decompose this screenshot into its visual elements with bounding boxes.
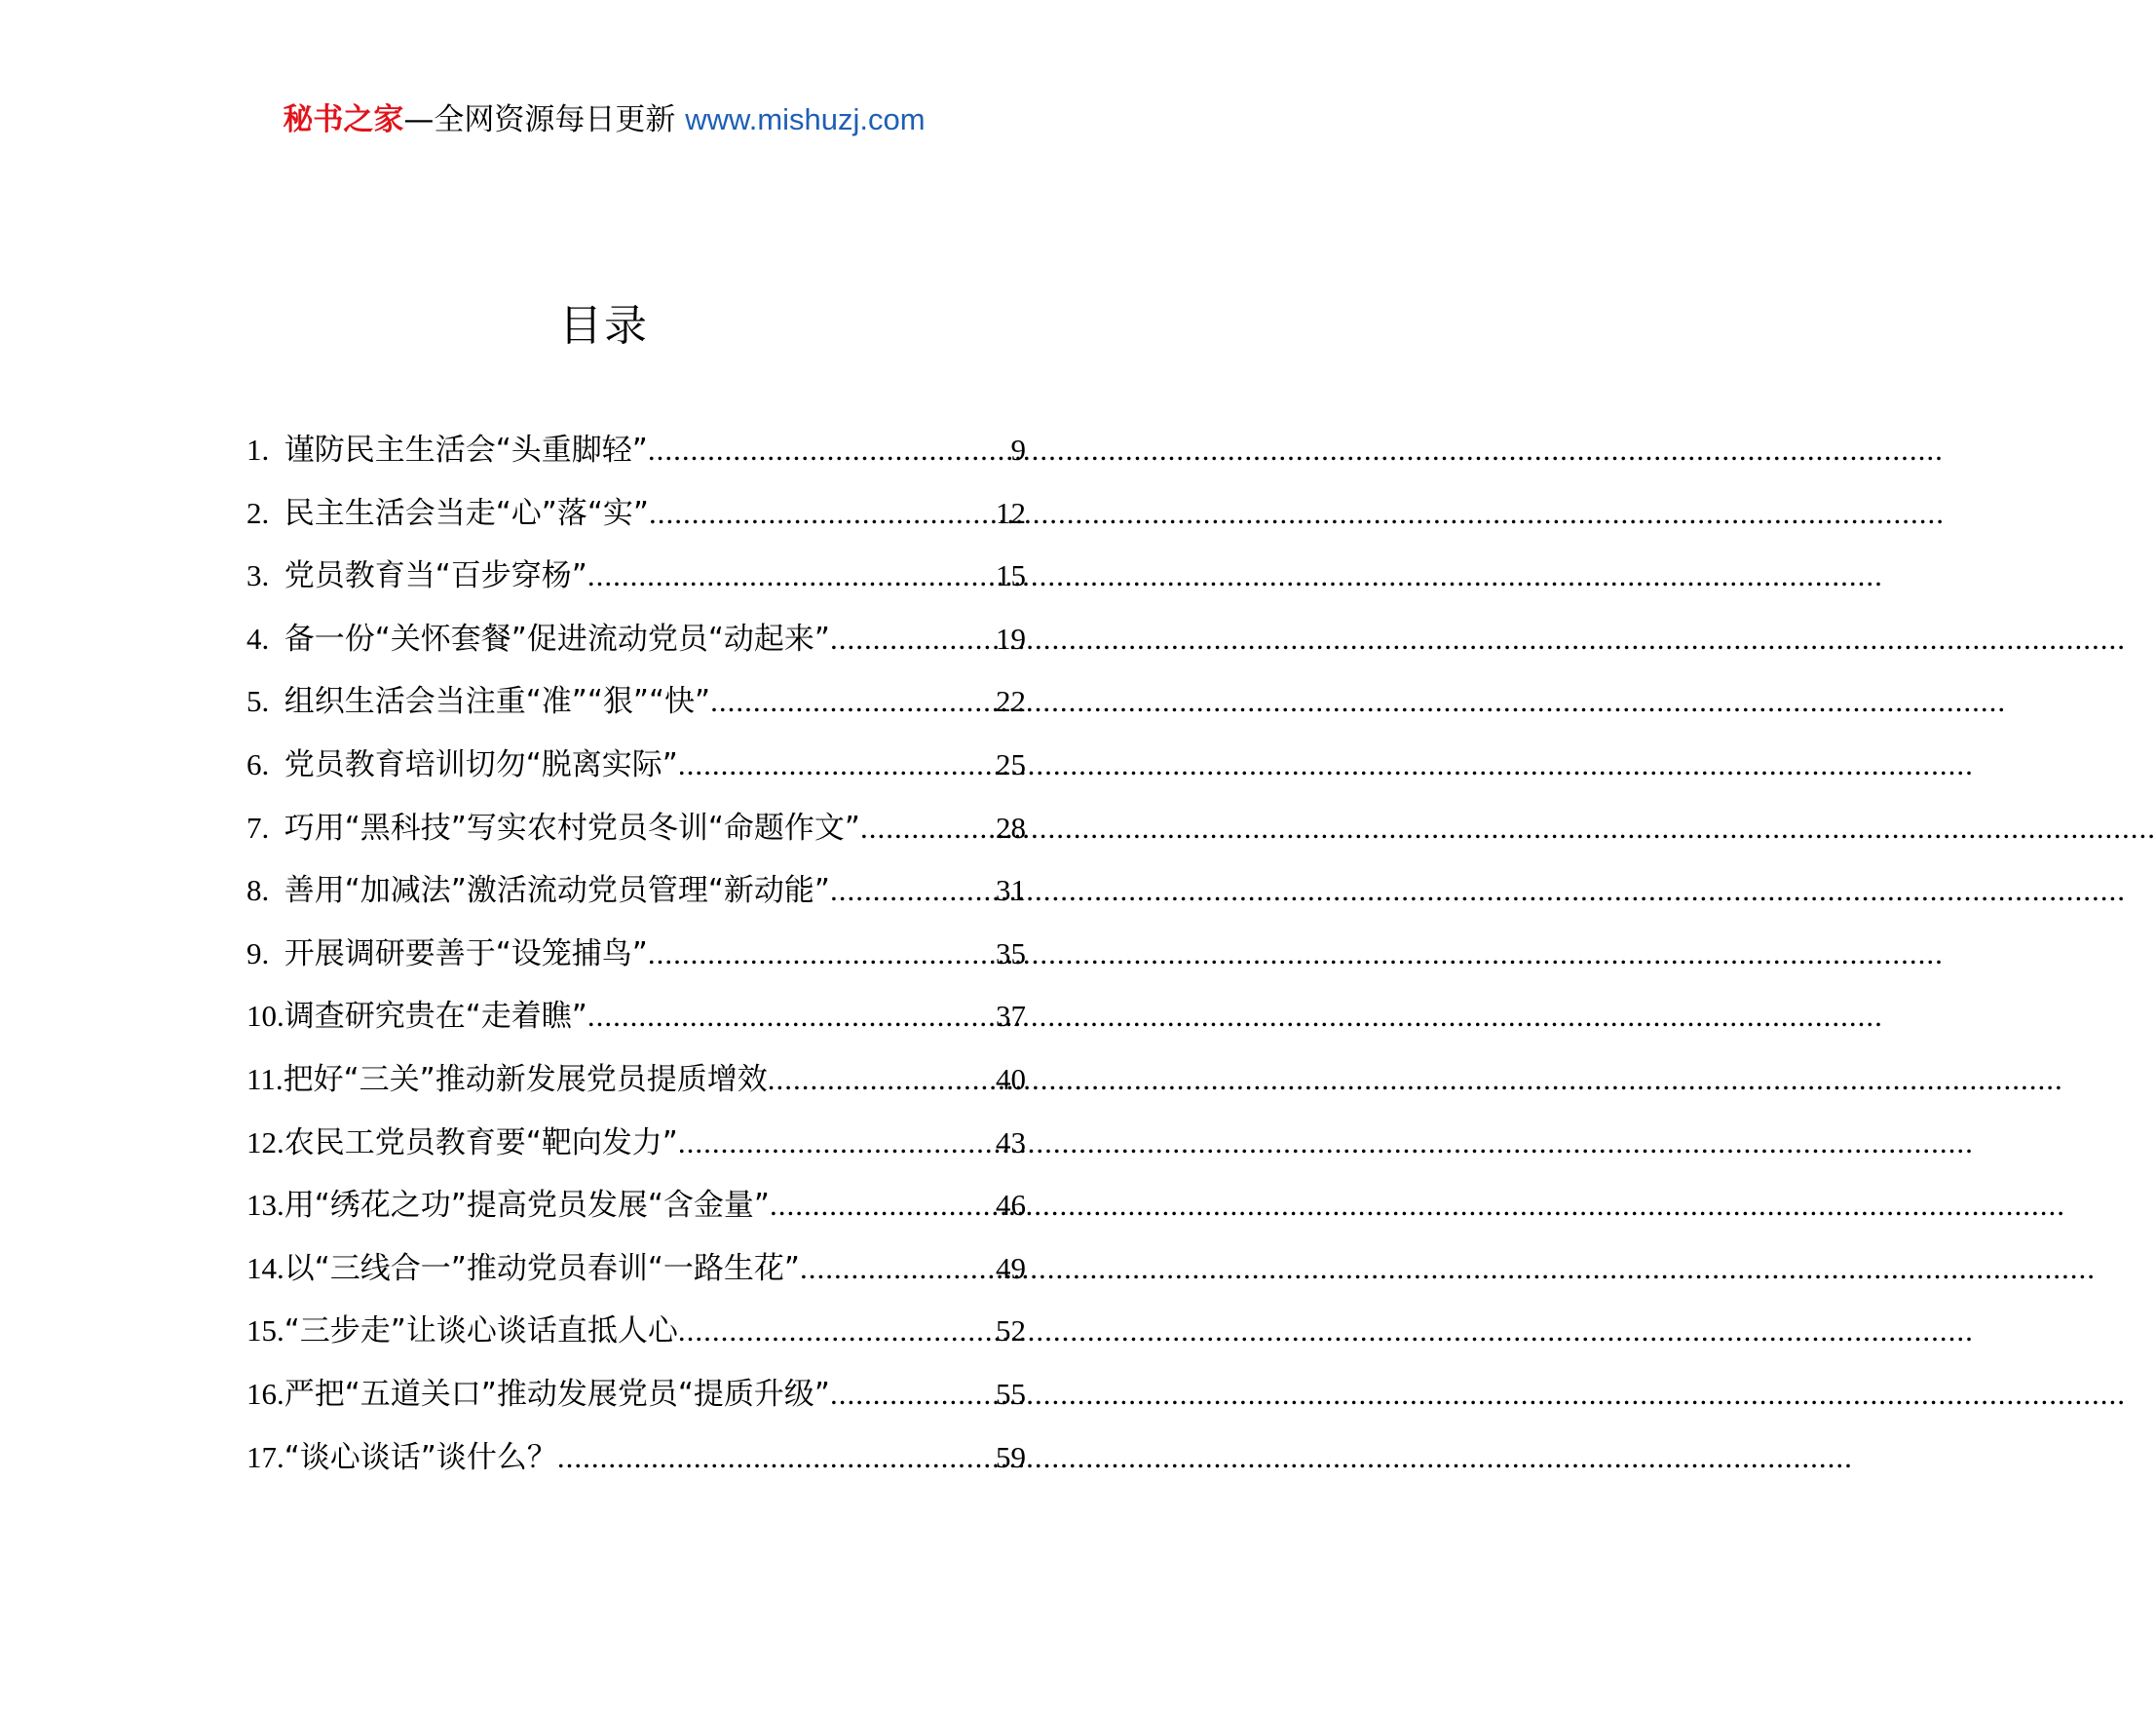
toc-entry-title: 调查研究贵在“走着瞧”	[284, 999, 587, 1035]
toc-entry-title: 党员教育当“百步穿杨”	[284, 558, 587, 594]
toc-entry-number: 13.	[246, 1188, 284, 1223]
toc-entry-title: 谨防民主生活会“头重脚轻”	[284, 433, 648, 468]
toc-entry-title: “谈心谈话”谈什么？	[284, 1439, 557, 1475]
brand-name: 秘书之家	[283, 102, 404, 137]
toc-entry-number: 9.	[246, 935, 284, 970]
toc-dot-leader	[678, 747, 996, 782]
toc-dot-leader	[649, 496, 996, 531]
toc-entry-page: 9	[1010, 433, 1026, 467]
header-tagline: —全网资源每日更新	[403, 102, 686, 137]
toc-entry[interactable]	[246, 425, 1026, 488]
toc-entry-title: “三步走”让谈心谈话直抵人心	[284, 1313, 678, 1349]
toc-entry-title: 民主生活会当走“心”落“实”	[284, 495, 649, 531]
toc-dot-leader	[830, 622, 996, 657]
toc-entry[interactable]	[246, 1180, 1026, 1243]
toc-entry-number: 12.	[246, 1124, 284, 1159]
toc-entry-number: 6.	[246, 746, 284, 781]
toc-entry[interactable]	[246, 865, 1026, 929]
toc-dot-leader	[830, 873, 996, 908]
toc-dot-leader	[710, 684, 996, 719]
toc-entry[interactable]	[246, 1118, 1026, 1181]
toc-entry-page: 28	[996, 810, 1026, 845]
toc-entry-number: 3.	[246, 558, 284, 593]
toc-entry[interactable]	[246, 1306, 1026, 1369]
toc-entry[interactable]	[246, 1054, 1026, 1118]
toc-entry-page: 22	[996, 684, 1026, 719]
toc-entry[interactable]	[246, 1243, 1026, 1307]
toc-entry-title: 开展调研要善于“设笼捕鸟”	[284, 935, 648, 971]
toc-entry-number: 10.	[246, 999, 284, 1034]
toc-entry-number: 8.	[246, 873, 284, 908]
toc-entry-number: 1.	[246, 433, 284, 467]
toc-dot-leader	[860, 811, 996, 846]
toc-dot-leader	[648, 936, 996, 971]
toc-entry-number: 11.	[246, 1061, 284, 1096]
toc-entry-page: 52	[996, 1313, 1026, 1348]
toc-entry-title: 以“三线合一”推动党员春训“一路生花”	[284, 1250, 800, 1286]
toc-entry-number: 5.	[246, 684, 284, 719]
toc-entry-page: 46	[996, 1188, 1026, 1223]
toc-entry-number: 4.	[246, 621, 284, 656]
toc-dot-leader	[587, 999, 996, 1034]
toc-entry-page: 19	[996, 621, 1026, 656]
page-title: 目录	[559, 301, 649, 351]
toc-entry-title: 把好“三关”推动新发展党员提质增效	[283, 1061, 768, 1097]
toc-entry-title: 善用“加减法”激活流动党员管理“新动能”	[284, 873, 830, 909]
toc-entry-page: 31	[996, 873, 1026, 908]
toc-dot-leader	[830, 1377, 996, 1412]
toc-entry[interactable]	[246, 1432, 1026, 1496]
toc-entry-page: 40	[996, 1061, 1026, 1096]
toc-entry-page: 43	[996, 1124, 1026, 1159]
toc-entry-page: 37	[996, 999, 1026, 1034]
toc-entry-number: 14.	[246, 1250, 284, 1285]
toc-dot-leader	[648, 433, 1011, 468]
toc-entry-page: 12	[996, 495, 1026, 530]
toc-dot-leader	[770, 1188, 996, 1223]
toc-entry-number: 7.	[246, 810, 284, 845]
toc-entry[interactable]	[246, 488, 1026, 551]
toc-entry-title: 党员教育培训切勿“脱离实际”	[284, 746, 678, 782]
toc-entry-title: 严把“五道关口”推动发展党员“提质升级”	[284, 1376, 830, 1412]
toc-entry-title: 组织生活会当注重“准”“狠”“快”	[284, 684, 711, 720]
toc-entry-number: 15.	[246, 1313, 284, 1348]
toc-dot-leader	[768, 1062, 996, 1097]
toc-dot-leader	[800, 1251, 996, 1286]
toc-entry-number: 17.	[246, 1439, 284, 1474]
site-url[interactable]: www.mishuzj.com	[685, 102, 926, 136]
toc-entry-title: 巧用“黑科技”写实农村党员冬训“命题作文”	[284, 810, 860, 846]
toc-entry-page: 35	[996, 935, 1026, 970]
toc-entry[interactable]	[246, 1369, 1026, 1432]
toc-entry-title: 用“绣花之功”提高党员发展“含金量”	[284, 1188, 770, 1224]
toc-entry-page: 49	[996, 1250, 1026, 1285]
toc-entry[interactable]	[246, 740, 1026, 803]
toc-dot-leader	[557, 1440, 996, 1475]
toc-entry-page: 25	[996, 746, 1026, 781]
toc-dot-leader	[678, 1313, 996, 1348]
toc-entry-title: 农民工党员教育要“靶向发力”	[284, 1124, 678, 1160]
toc-entry-page: 55	[996, 1376, 1026, 1411]
table-of-contents	[246, 425, 1026, 1495]
toc-entry[interactable]	[246, 614, 1026, 677]
toc-entry-title: 备一份“关怀套餐”促进流动党员“动起来”	[284, 621, 830, 657]
page-header	[0, 95, 1208, 144]
toc-entry[interactable]	[246, 991, 1026, 1054]
toc-entry-number: 2.	[246, 495, 284, 530]
toc-entry[interactable]	[246, 929, 1026, 992]
toc-entry[interactable]	[246, 551, 1026, 614]
toc-entry-page: 15	[996, 558, 1026, 593]
toc-dot-leader	[587, 558, 996, 593]
toc-entry-page: 59	[996, 1439, 1026, 1474]
toc-entry[interactable]	[246, 803, 1026, 866]
toc-entry-number: 16.	[246, 1376, 284, 1411]
toc-dot-leader	[678, 1125, 996, 1160]
toc-entry[interactable]	[246, 676, 1026, 740]
